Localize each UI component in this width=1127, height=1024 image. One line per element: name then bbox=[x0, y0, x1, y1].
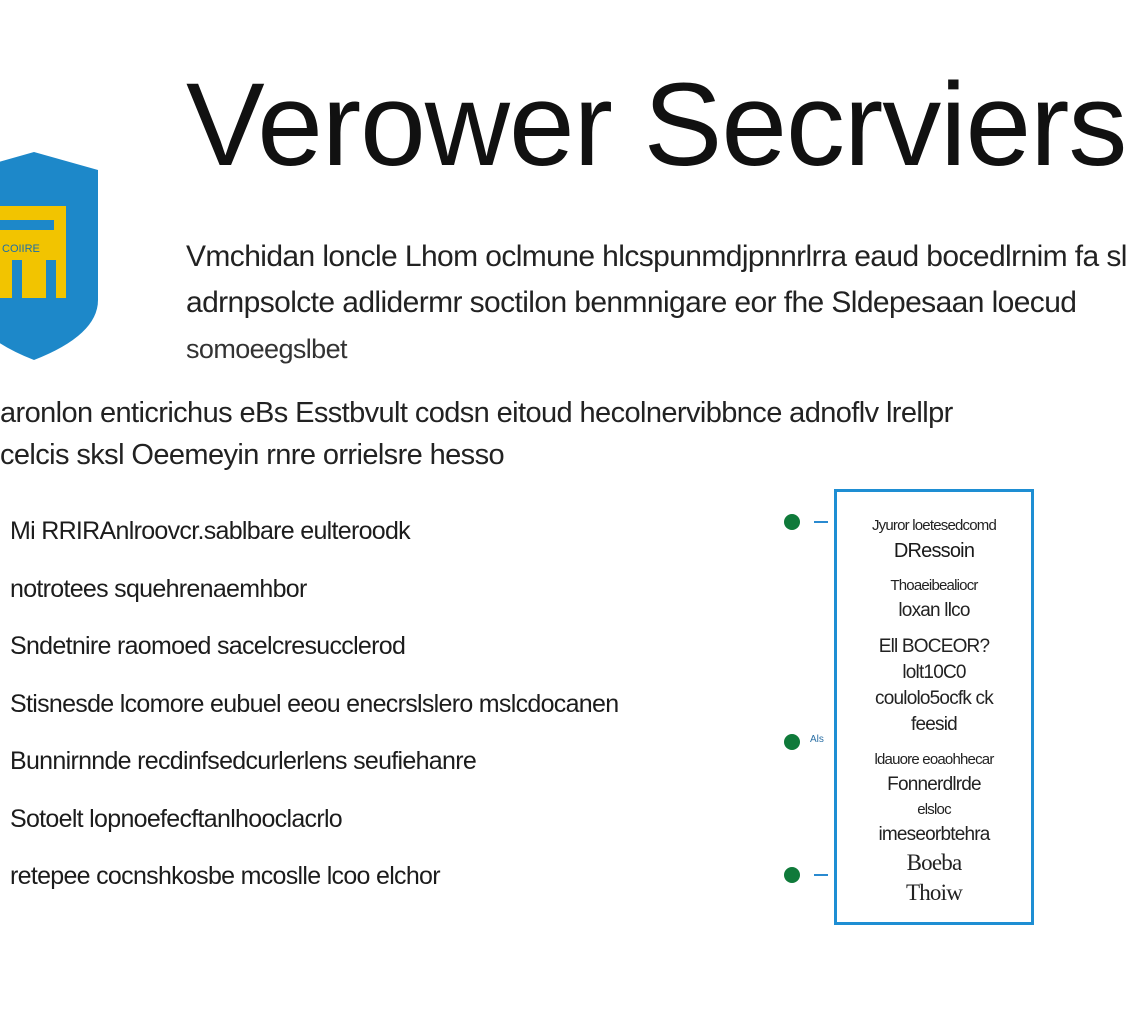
panel-line: Thoaeibealiocr bbox=[890, 577, 978, 594]
green-dot-icon bbox=[784, 734, 800, 750]
panel-line: coulolo5ocfk ck bbox=[875, 688, 993, 709]
green-dot-icon bbox=[784, 514, 800, 530]
panel-line: Jyuror loetesedcomd bbox=[871, 517, 997, 534]
intro-line: somoeegslbet bbox=[186, 334, 347, 364]
intro-paragraph bbox=[186, 234, 1127, 372]
list-item: Mi RRIRAnlroovcr.sablbare eulteroodk bbox=[10, 517, 410, 545]
green-dot-icon bbox=[784, 867, 800, 883]
panel-line: feesid bbox=[911, 714, 957, 735]
list-item: retepee cocnshkosbe mcoslle lcoo elchor bbox=[10, 862, 440, 890]
panel-line: lolt10C0 bbox=[902, 662, 966, 683]
intro-line: Vmchidan loncle Lhom oclmune hlcspunmdjpnnrlrra eaud bocedlrnim fa sl bbox=[186, 240, 1127, 273]
list-item: Stisnesde lcomore eubuel eeou enecrslslero mslcdocanen bbox=[10, 689, 619, 718]
page-title: Verower Secrviers bbox=[186, 59, 1127, 191]
connector-middle bbox=[780, 732, 840, 752]
list-item: Sotoelt lopnoefecftanlhooclacrlo bbox=[10, 804, 343, 833]
shield-slot-left bbox=[12, 260, 22, 298]
panel-line: Fonnerdlrde bbox=[887, 774, 981, 795]
connector-line bbox=[814, 874, 828, 876]
list-item: Sndetnire raomoed sacelcresucclerod bbox=[10, 632, 406, 660]
summary-paragraph bbox=[0, 392, 1024, 476]
panel-line: Boeba bbox=[906, 850, 962, 875]
shield-label: COIIRE bbox=[2, 243, 40, 255]
connector-bottom bbox=[780, 865, 840, 885]
summary-line: celcis sksl Oeemeyin rnre orrielsre hesso bbox=[0, 439, 505, 471]
connector-top bbox=[780, 512, 840, 532]
shield-slot-top bbox=[0, 220, 54, 230]
summary-line: aronlon enticrichus eBs Esstbvult codsn eitoud hecolnervibbnce adnoflv lrellpr bbox=[0, 397, 953, 429]
feature-list bbox=[10, 508, 618, 911]
panel-line: loxan llco bbox=[898, 600, 970, 621]
details-panel bbox=[834, 489, 1034, 925]
shield-slot-right bbox=[46, 260, 56, 298]
connector-label: Als bbox=[810, 734, 824, 745]
panel-line: imeseorbtehra bbox=[878, 824, 990, 845]
intro-line: adrnpsolcte adlidermr soctilon benmnigare eor fhe Sldepesaan loecud bbox=[186, 286, 1077, 319]
list-item: Bunnirnnde recdinfsedcurlerlens seufiehanre bbox=[10, 747, 477, 775]
panel-line: ldauore eoaohhecar bbox=[874, 751, 994, 768]
connector-line bbox=[814, 521, 828, 523]
panel-heading: DRessoin bbox=[893, 540, 975, 562]
panel-line: elsloc bbox=[917, 801, 951, 818]
list-item: notrotees squehrenaemhbor bbox=[10, 574, 307, 603]
panel-line: Ell BOCEOR? bbox=[878, 636, 990, 657]
shield-icon bbox=[0, 150, 104, 362]
panel-line: Thoiw bbox=[905, 880, 963, 905]
